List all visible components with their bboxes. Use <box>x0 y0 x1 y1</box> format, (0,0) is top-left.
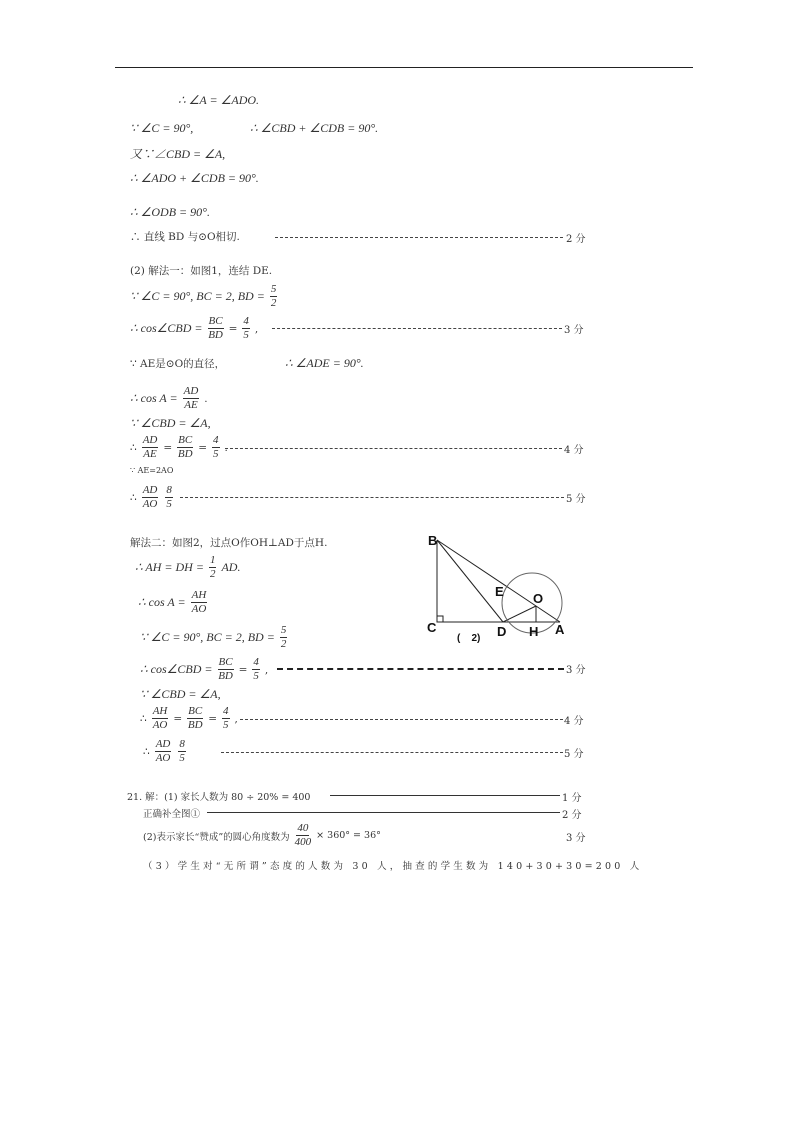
num: 4 <box>253 656 259 668</box>
fraction <box>208 315 224 342</box>
fraction <box>142 484 159 511</box>
score: 2 分 <box>562 810 582 821</box>
den: AE <box>143 448 157 460</box>
den: 400 <box>294 836 312 848</box>
leader-line <box>180 497 564 499</box>
line <box>140 624 289 651</box>
num: 4 <box>243 315 249 327</box>
line: ∴ 直线 BD 与⊙O相切. <box>130 231 240 243</box>
num: 40 <box>297 822 309 834</box>
line <box>140 705 238 732</box>
fraction <box>280 624 288 651</box>
text: = <box>228 322 238 335</box>
text: ∴ <box>140 712 147 725</box>
line: ∵ ∠C = 90°, <box>130 121 194 135</box>
num: AD <box>155 738 171 750</box>
line: ∴ ∠ODB = 90°. <box>130 205 210 219</box>
line: ∴ ∠ADO + ∠CDB = 90°. <box>130 171 259 185</box>
fraction <box>295 822 312 849</box>
label-c: C <box>427 620 437 635</box>
num: AD <box>142 484 158 496</box>
line: ∵ AE是⊙O的直径， <box>130 358 226 370</box>
segment-do <box>503 606 536 622</box>
label-d: D <box>497 624 507 639</box>
leader-line <box>207 812 560 814</box>
line <box>140 656 268 683</box>
line <box>138 589 209 616</box>
line: 21. 解：(1) 家长人数为 80 ÷ 20% = 400 <box>127 792 311 803</box>
text: = <box>198 441 208 454</box>
den: 2 <box>209 568 216 580</box>
fraction <box>191 589 208 616</box>
line <box>130 315 258 342</box>
right-angle-mark <box>437 616 443 622</box>
num: BC <box>178 434 193 446</box>
fraction <box>183 385 200 412</box>
text: , <box>254 322 259 335</box>
num: AH <box>152 705 168 717</box>
leader-line <box>275 237 563 239</box>
fraction <box>270 283 278 310</box>
den: AE <box>184 399 198 411</box>
den: 2 <box>270 297 277 309</box>
num: AD <box>183 385 199 397</box>
score: 2 分 <box>566 234 586 245</box>
den: 5 <box>179 752 185 764</box>
label-o: O <box>533 591 544 606</box>
line: ∴ ∠CBD + ∠CDB = 90°. <box>250 121 379 135</box>
num: AH <box>191 589 207 601</box>
line <box>135 554 240 581</box>
leader-line <box>277 668 564 671</box>
den: BD <box>187 719 203 731</box>
fraction <box>242 315 250 342</box>
text: ∵ ∠C = 90°, BC = 2, BD = <box>140 630 275 644</box>
fraction <box>222 705 230 732</box>
line <box>143 822 381 849</box>
segment-bd <box>437 540 503 622</box>
label-b: B <box>428 533 438 548</box>
text: . <box>204 392 208 405</box>
num: AD <box>142 434 158 446</box>
score: 3 分 <box>566 665 586 676</box>
den: AO <box>142 498 158 510</box>
den: 2 <box>280 638 287 650</box>
fraction <box>152 705 169 732</box>
fraction <box>165 484 173 511</box>
leader-line <box>240 719 563 721</box>
num: 4 <box>213 434 219 446</box>
line: 又∵∠CBD = ∠A, <box>130 147 226 161</box>
header-rule <box>115 67 693 68</box>
text: (2)表示家长“赞成”的圆心角度数为 <box>143 831 290 843</box>
den: 5 <box>253 670 259 682</box>
text: ∴ <box>130 441 137 454</box>
fraction <box>178 738 186 765</box>
den: 5 <box>223 719 229 731</box>
num: BC <box>218 656 233 668</box>
text: × 360° = 36° <box>316 830 381 841</box>
den: 5 <box>213 448 219 460</box>
label-h: H <box>529 624 539 639</box>
num: 8 <box>179 738 185 750</box>
figure-caption: ( 2) <box>457 633 481 644</box>
text: ∴ cos∠CBD = <box>130 321 203 335</box>
line <box>130 385 208 412</box>
text: , <box>264 663 269 676</box>
den: AO <box>155 752 171 764</box>
text: ∴ cos A = <box>138 595 186 609</box>
num: 1 <box>209 554 216 566</box>
line: ∵ ∠CBD = ∠A, <box>130 416 211 430</box>
text: ∴ <box>130 491 137 504</box>
line <box>143 738 188 765</box>
den: BD <box>218 670 233 682</box>
den: AO <box>152 719 168 731</box>
score: 4 分 <box>564 716 584 727</box>
fraction <box>252 656 260 683</box>
score: 4 分 <box>564 445 584 456</box>
score: 5 分 <box>566 494 586 505</box>
den: 5 <box>166 498 172 510</box>
num: 5 <box>280 624 287 636</box>
den: 5 <box>243 329 249 341</box>
fraction <box>212 434 220 461</box>
line <box>130 283 279 310</box>
num: BC <box>188 705 203 717</box>
line: ∴ ∠A = ∠ADO. <box>178 93 260 107</box>
fraction <box>209 554 217 581</box>
label-a: A <box>555 622 565 637</box>
num: 5 <box>270 283 277 295</box>
line <box>130 434 228 461</box>
fraction <box>142 434 159 461</box>
text: ∴ AH = DH = <box>135 560 204 574</box>
segment-ba <box>437 540 560 622</box>
line: 正确补全图① <box>143 809 201 820</box>
text: = <box>173 712 183 725</box>
line: ∵ AE=2AO <box>130 466 174 475</box>
den: AO <box>191 603 207 615</box>
text: ∴ cos∠CBD = <box>140 662 213 676</box>
den: BD <box>177 448 193 460</box>
text: ∴ cos A = <box>130 391 178 405</box>
text: = <box>208 712 218 725</box>
geometry-figure <box>425 530 575 650</box>
text: ∵ ∠C = 90°, BC = 2, BD = <box>130 289 265 303</box>
text: ∴ <box>143 745 150 758</box>
den: BD <box>208 329 223 341</box>
text: = <box>163 441 173 454</box>
score: 1 分 <box>562 793 582 804</box>
label-e: E <box>495 584 504 599</box>
text: = <box>238 663 248 676</box>
method2-title: 解法二：如图2，过点O作OH⊥AD于点H. <box>130 537 328 549</box>
leader-line <box>225 448 562 450</box>
text: AD. <box>221 560 241 574</box>
fraction <box>187 705 203 732</box>
line: （3）学生对“无所谓”态度的人数为 30 人，抽查的学生数为 140+30+30=200 人 <box>143 861 643 872</box>
fraction <box>155 738 172 765</box>
leader-line <box>221 752 563 754</box>
fraction <box>218 656 234 683</box>
leader-line <box>330 795 560 797</box>
num: 8 <box>166 484 172 496</box>
num: 4 <box>223 705 229 717</box>
line <box>130 484 175 511</box>
num: BC <box>208 315 223 327</box>
score: 3 分 <box>564 325 584 336</box>
fraction <box>177 434 193 461</box>
text: , <box>234 712 238 725</box>
method1-title: (2) 解法一：如图1，连结 DE. <box>130 265 273 277</box>
text: . <box>224 441 228 454</box>
leader-line <box>272 328 562 330</box>
score: 5 分 <box>564 749 584 760</box>
line: ∵ ∠CBD = ∠A, <box>140 687 221 701</box>
score: 3 分 <box>566 833 586 844</box>
line: ∴ ∠ADE = 90°. <box>285 356 364 370</box>
